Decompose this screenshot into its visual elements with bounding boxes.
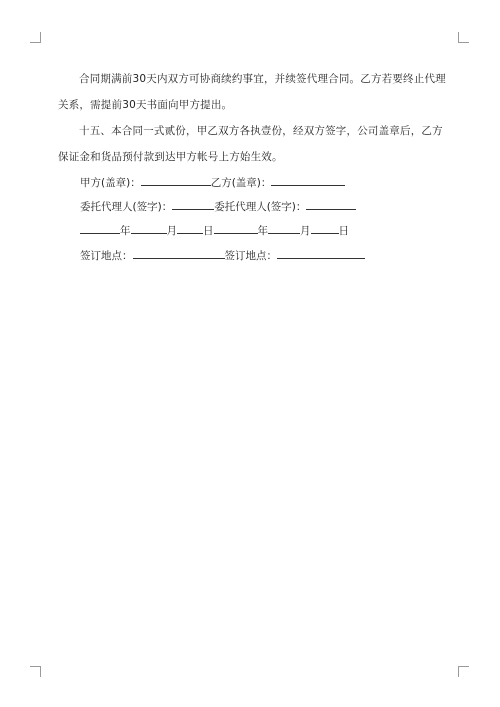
page-corner-mark-bottom-left [30,666,41,677]
year-a-label: 年 [120,225,131,237]
day-b-label: 日 [338,225,349,237]
year-b-label: 年 [257,225,268,237]
paragraph-clause-15: 十五、本合同一式贰份，甲乙双方各执壹份，经双方签字，公司盖章后，乙方保证金和货品预付款到达甲方帐号上方始生效。 [58,125,443,163]
signing-place-line [80,245,365,265]
party-a-seal-blank[interactable] [141,172,211,186]
party-a-agent-label: 委托代理人(签字)： [80,201,173,213]
party-b-seal-blank[interactable] [271,172,345,186]
date-line [80,220,349,240]
month-a-blank[interactable] [131,220,167,234]
party-b-agent-blank[interactable] [306,196,356,210]
page-corner-mark-top-left [30,32,41,43]
day-a-label: 日 [203,225,214,237]
paragraph-renewal-terms: 合同期满前30天内双方可协商续约事宜，并续签代理合同。乙方若要终止代理关系，需提前30天书面向甲方提出。 [58,73,446,111]
document-body [58,66,452,170]
year-b-blank[interactable] [214,220,258,234]
day-b-blank[interactable] [311,220,339,234]
party-seal-line [80,172,345,192]
place-a-label: 签订地点： [80,250,133,262]
place-a-blank[interactable] [133,245,225,259]
party-a-agent-blank[interactable] [172,196,214,210]
page-corner-mark-top-right [458,32,469,43]
year-a-blank[interactable] [80,220,120,234]
agent-signature-line [80,196,356,216]
month-b-label: 月 [300,225,311,237]
place-b-label: 签订地点： [224,250,277,262]
place-b-blank[interactable] [277,245,365,259]
page-corner-mark-bottom-right [458,666,469,677]
party-a-seal-label: 甲方(盖章)： [80,177,141,189]
party-b-agent-label: 委托代理人(签字)： [214,201,307,213]
month-b-blank[interactable] [268,220,300,234]
day-a-blank[interactable] [177,220,203,234]
month-a-label: 月 [166,225,177,237]
party-b-seal-label: 乙方(盖章)： [210,177,272,189]
